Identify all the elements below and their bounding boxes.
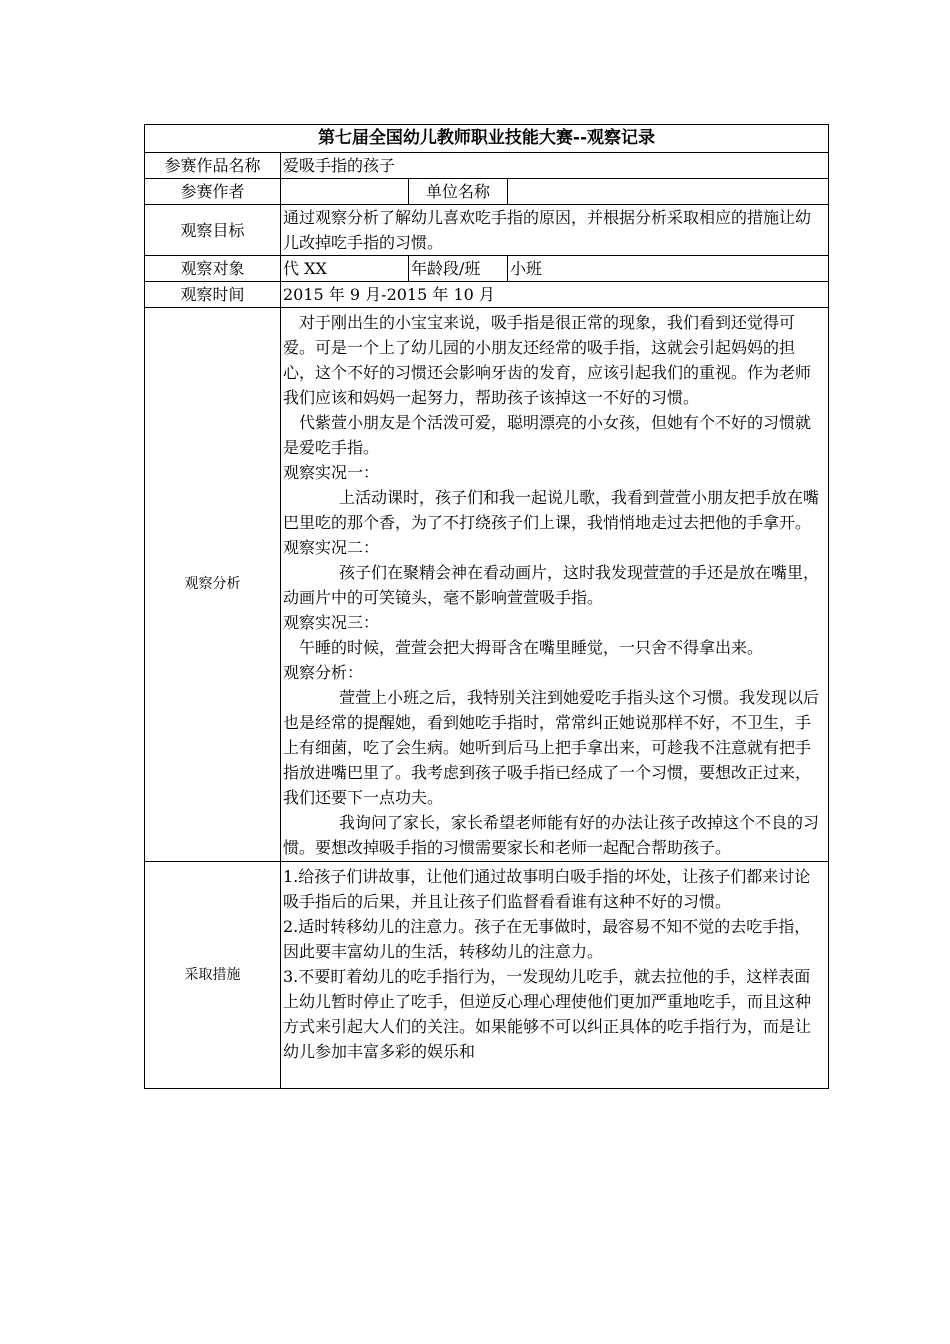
author-label: 参赛作者 [145,179,281,205]
work-name-value: 爱吸手指的孩子 [281,153,829,179]
analysis-paragraph: 我询问了家长，家长希望老师能有好的办法让孩子改掉这个不良的习惯。要想改掉吸手指的习惯需要家长和老师一起配合帮助孩子。 [283,813,820,857]
grade-value: 小班 [508,256,829,282]
analysis-label: 观察分析 [145,308,281,862]
goal-row [145,205,829,256]
unit-value [508,179,829,205]
subject-row [145,256,829,282]
analysis-paragraph: 孩子们在聚精会神在看动画片，这时我发现萱萱的手还是放在嘴里，动画片中的可笑镜头，毫不影响萱萱吸手指。 [283,563,820,607]
subject-label: 观察对象 [145,256,281,282]
analysis-heading: 观察实况一： [283,463,380,482]
grade-label: 年龄段/班 [409,256,508,282]
measure-item: 3.不要盯着幼儿的吃手指行为，一发现幼儿吃手，就去拉他的手，这样表面上幼儿暂时停止了吃手，但逆反心理心理使他们更加严重地吃手，而且这种方式来引起大人们的关注。如果能够不可以纠正具体的吃手指行为，而是让幼儿参加丰富多彩的娱乐和 [283,967,812,1061]
goal-label: 观察目标 [145,205,281,256]
analysis-row [145,308,829,862]
observation-record-table [144,124,829,1089]
measure-item: 1.给孩子们讲故事，让他们通过故事明白吸手指的坏处，让孩子们都来讨论吸手指后的后果，并且让孩子们监督看看谁有这种不好的习惯。 [283,867,811,911]
page-title: 第七届全国幼儿教师职业技能大赛--观察记录 [145,125,829,153]
work-name-label: 参赛作品名称 [145,153,281,179]
analysis-paragraph: 代紫萱小朋友是个活泼可爱，聪明漂亮的小女孩，但她有个不好的习惯就是爱吃手指。 [283,413,812,457]
analysis-paragraph: 上活动课时，孩子们和我一起说儿歌，我看到萱萱小朋友把手放在嘴巴里吃的那个香，为了不打绕孩子们上课，我悄悄地走过去把他的手拿开。 [283,488,820,532]
subject-value: 代 XX [281,256,409,282]
analysis-paragraph: 对于刚出生的小宝宝来说，吸手指是很正常的现象，我们看到还觉得可爱。可是一个上了幼儿园的小朋友还经常的吸手指，这就会引起妈妈的担心，这个不好的习惯还会影响牙齿的发育，应该引起我们的重视。作为老师我们应该和妈妈一起努力，帮助孩子该掉这一不好的习惯。 [283,313,812,407]
measures-row [145,862,829,1089]
time-row [145,282,829,308]
analysis-paragraph: 萱萱上小班之后，我特别关注到她爱吃手指头这个习惯。我发现以后也是经常的提醒她，看到她吃手指时，常常纠正她说那样不好，不卫生，手上有细菌，吃了会生病。她听到后马上把手拿出来，可趁我不注意就有把手指放进嘴巴里了。我考虑到孩子吸手指已经成了一个习惯，要想改正过来，我们还要下一点功夫。 [283,688,820,807]
measure-item: 2.适时转移幼儿的注意力。孩子在无事做时，最容易不知不觉的去吃手指，因此要丰富幼儿的生活，转移幼儿的注意力。 [283,917,811,961]
analysis-heading: 观察分析： [283,663,364,682]
goal-value: 通过观察分析了解幼儿喜欢吃手指的原因，并根据分析采取相应的措施让幼儿改掉吃手指的习惯。 [281,205,829,256]
analysis-heading: 观察实况二： [283,538,380,557]
analysis-paragraph: 午睡的时候，萱萱会把大拇哥含在嘴里睡觉，一只舍不得拿出来。 [299,638,764,657]
analysis-heading: 观察实况三： [283,613,380,632]
unit-label: 单位名称 [409,179,508,205]
measures-body [281,862,829,1089]
analysis-body [281,308,829,862]
measures-label: 采取措施 [145,862,281,1089]
author-value [281,179,409,205]
work-name-row [145,153,829,179]
author-row [145,179,829,205]
time-label: 观察时间 [145,282,281,308]
time-value: 2015 年 9 月-2015 年 10 月 [281,282,829,308]
